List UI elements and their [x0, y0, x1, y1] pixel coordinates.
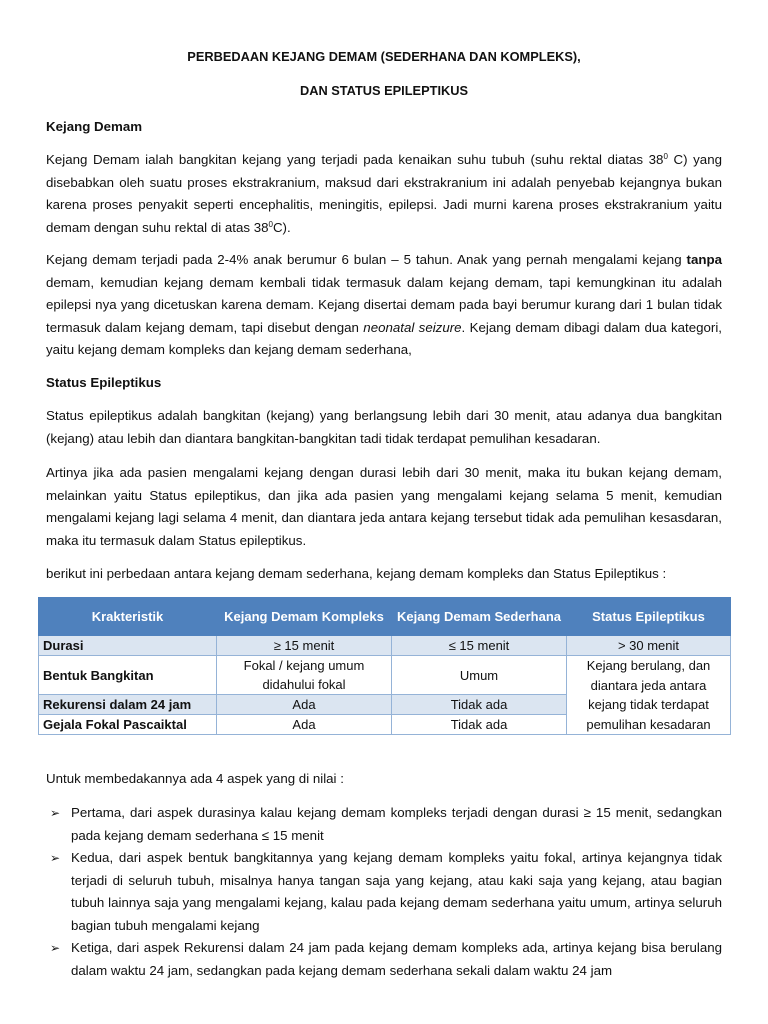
table-cell: Ada — [217, 715, 392, 735]
paragraph-epidemiology-text-2: demam, kemudian kejang demam kembali tidak termasuk dalam kejang demam, tapi kemungkinan itu adalah epilepsi nya yang dicetuskan karena demam. Kejang disertai demam pada bayi berumur kurang dari 1 bulan tidak termasuk dalam kejang demam, tapi disebut dengan — [46, 274, 722, 335]
paragraph-epidemiology-text-3: . Kejang demam dibagi dalam dua kategori, yaitu kejang demam kompleks dan kejang demam sederhana, — [46, 319, 723, 357]
list-item-text: Kedua, dari aspek bentuk bangkitannya yang kejang demam kompleks yaitu fokal, artinya kejangnya tidak terjadi di seluruh tubuh, misalnya hanya tangan saja yang kejang, atau kaki saja yang kejang, atau bagian tubuh lainnya saja yang mengalami kejang, kalau pada kejang demam sederhana yaitu umum, artinya seluruh bagian tubuh mengalami kejang — [71, 850, 722, 933]
table-header-cell: Krakteristik — [39, 598, 217, 636]
paragraph-definition-text-2: C) yang disebabkan oleh suatu proses ekstrakranium, maksud dari ekstrakranium ini adalah penyebab kejangnya bukan karena proses penyakit seperti encephalitis, meningitis, epilepsi. Jadi murni karena proses ekstrakranium yaitu demam dengan suhu rektal di atas 38 — [46, 152, 722, 235]
list-item — [50, 937, 722, 982]
superscript-degree: 0 — [663, 152, 668, 161]
paragraph-definition-text-3: C). — [272, 219, 291, 235]
list-item — [50, 802, 722, 847]
arrowhead-bullet-icon: ➢ — [50, 941, 61, 955]
table-row — [39, 636, 731, 656]
table-header-row — [39, 598, 731, 636]
emphasis-tanpa: tanpa — [686, 252, 722, 267]
table-cell: Fokal / kejang umum didahului fokal — [217, 656, 392, 695]
list-item — [50, 847, 722, 937]
table-row — [39, 656, 731, 695]
paragraph-epidemiology-text-1: Kejang demam terjadi pada 2-4% anak berumur 6 bulan – 5 tahun. Anak yang pernah mengalami kejang — [46, 252, 687, 267]
aspects-list — [50, 802, 722, 982]
table-row-label: Bentuk Bangkitan — [39, 656, 217, 695]
arrowhead-bullet-icon: ➢ — [50, 806, 61, 820]
table-cell: Umum — [392, 656, 567, 695]
table-header-cell: Kejang Demam Kompleks — [217, 598, 392, 636]
paragraph-table-intro: berikut ini perbedaan antara kejang demam sederhana, kejang demam kompleks dan Status Epileptikus : — [46, 566, 667, 581]
table-cell: ≤ 15 menit — [392, 636, 567, 656]
list-item-text: Pertama, dari aspek durasinya kalau kejang demam kompleks terjadi dengan durasi ≥ 15 menit, sedangkan pada kejang demam sederhana ≤ 15 menit — [71, 805, 722, 843]
table-row-label: Rekurensi dalam 24 jam — [39, 695, 217, 715]
paragraph-definition — [46, 149, 722, 239]
section-heading-status-epileptikus: Status Epileptikus — [46, 375, 162, 390]
paragraph-status-example: Artinya jika ada pasien mengalami kejang dengan durasi lebih dari 30 menit, maka itu bukan kejang demam, melainkan yaitu Status epileptikus, dan jika ada pasien yang mengalami kejang selama 5 menit, kemudian mengalami kejang lagi selama 4 menit, dan diantara jeda antara kejang tersebut tidak ada pemulihan kesasdaran, maka itu termasuk dalam Status epileptikus. — [46, 465, 722, 548]
table-cell-status-merged: Kejang berulang, dan diantara jeda antara kejang tidak terdapat pemulihan kesadaran — [567, 656, 731, 735]
table-cell: Tidak ada — [392, 695, 567, 715]
paragraph-status-definition: Status epileptikus adalah bangkitan (kejang) yang berlangsung lebih dari 30 menit, atau adanya dua bangkitan (kejang) atau lebih dan diantara bangkitan-bangkitan tadi tidak terdapat pemulihan kesadaran. — [46, 408, 722, 446]
section-heading-kejang-demam: Kejang Demam — [46, 119, 143, 134]
table-row-label: Gejala Fokal Pascaiktal — [39, 715, 217, 735]
table-row-label: Durasi — [39, 636, 217, 656]
list-item-text: Ketiga, dari aspek Rekurensi dalam 24 jam pada kejang demam kompleks ada, artinya kejang bisa berulang dalam waktu 24 jam, sedangkan pada kejang demam sederhana sekali dalam waktu 24 jam — [71, 940, 722, 978]
table-cell: ≥ 15 menit — [217, 636, 392, 656]
table-cell: Tidak ada — [392, 715, 567, 735]
table-cell: > 30 menit — [567, 636, 731, 656]
document-title-line-1: PERBEDAAN KEJANG DEMAM (SEDERHANA DAN KOMPLEKS), — [187, 49, 581, 64]
table-cell: Ada — [217, 695, 392, 715]
table-header-cell: Status Epileptikus — [567, 598, 731, 636]
superscript-degree: 0 — [268, 219, 273, 229]
arrowhead-bullet-icon: ➢ — [50, 851, 61, 865]
table-header-cell: Kejang Demam Sederhana — [392, 598, 567, 636]
paragraph-epidemiology — [46, 249, 722, 362]
comparison-table — [38, 597, 731, 735]
paragraph-aspects-intro: Untuk membedakannya ada 4 aspek yang di nilai : — [46, 771, 344, 786]
term-neonatal-seizure: neonatal seizure — [363, 319, 462, 335]
paragraph-definition-text-1: Kejang Demam ialah bangkitan kejang yang terjadi pada kenaikan suhu tubuh (suhu rektal diatas 38 — [46, 152, 664, 167]
document-title-line-2: DAN STATUS EPILEPTIKUS — [299, 83, 469, 98]
